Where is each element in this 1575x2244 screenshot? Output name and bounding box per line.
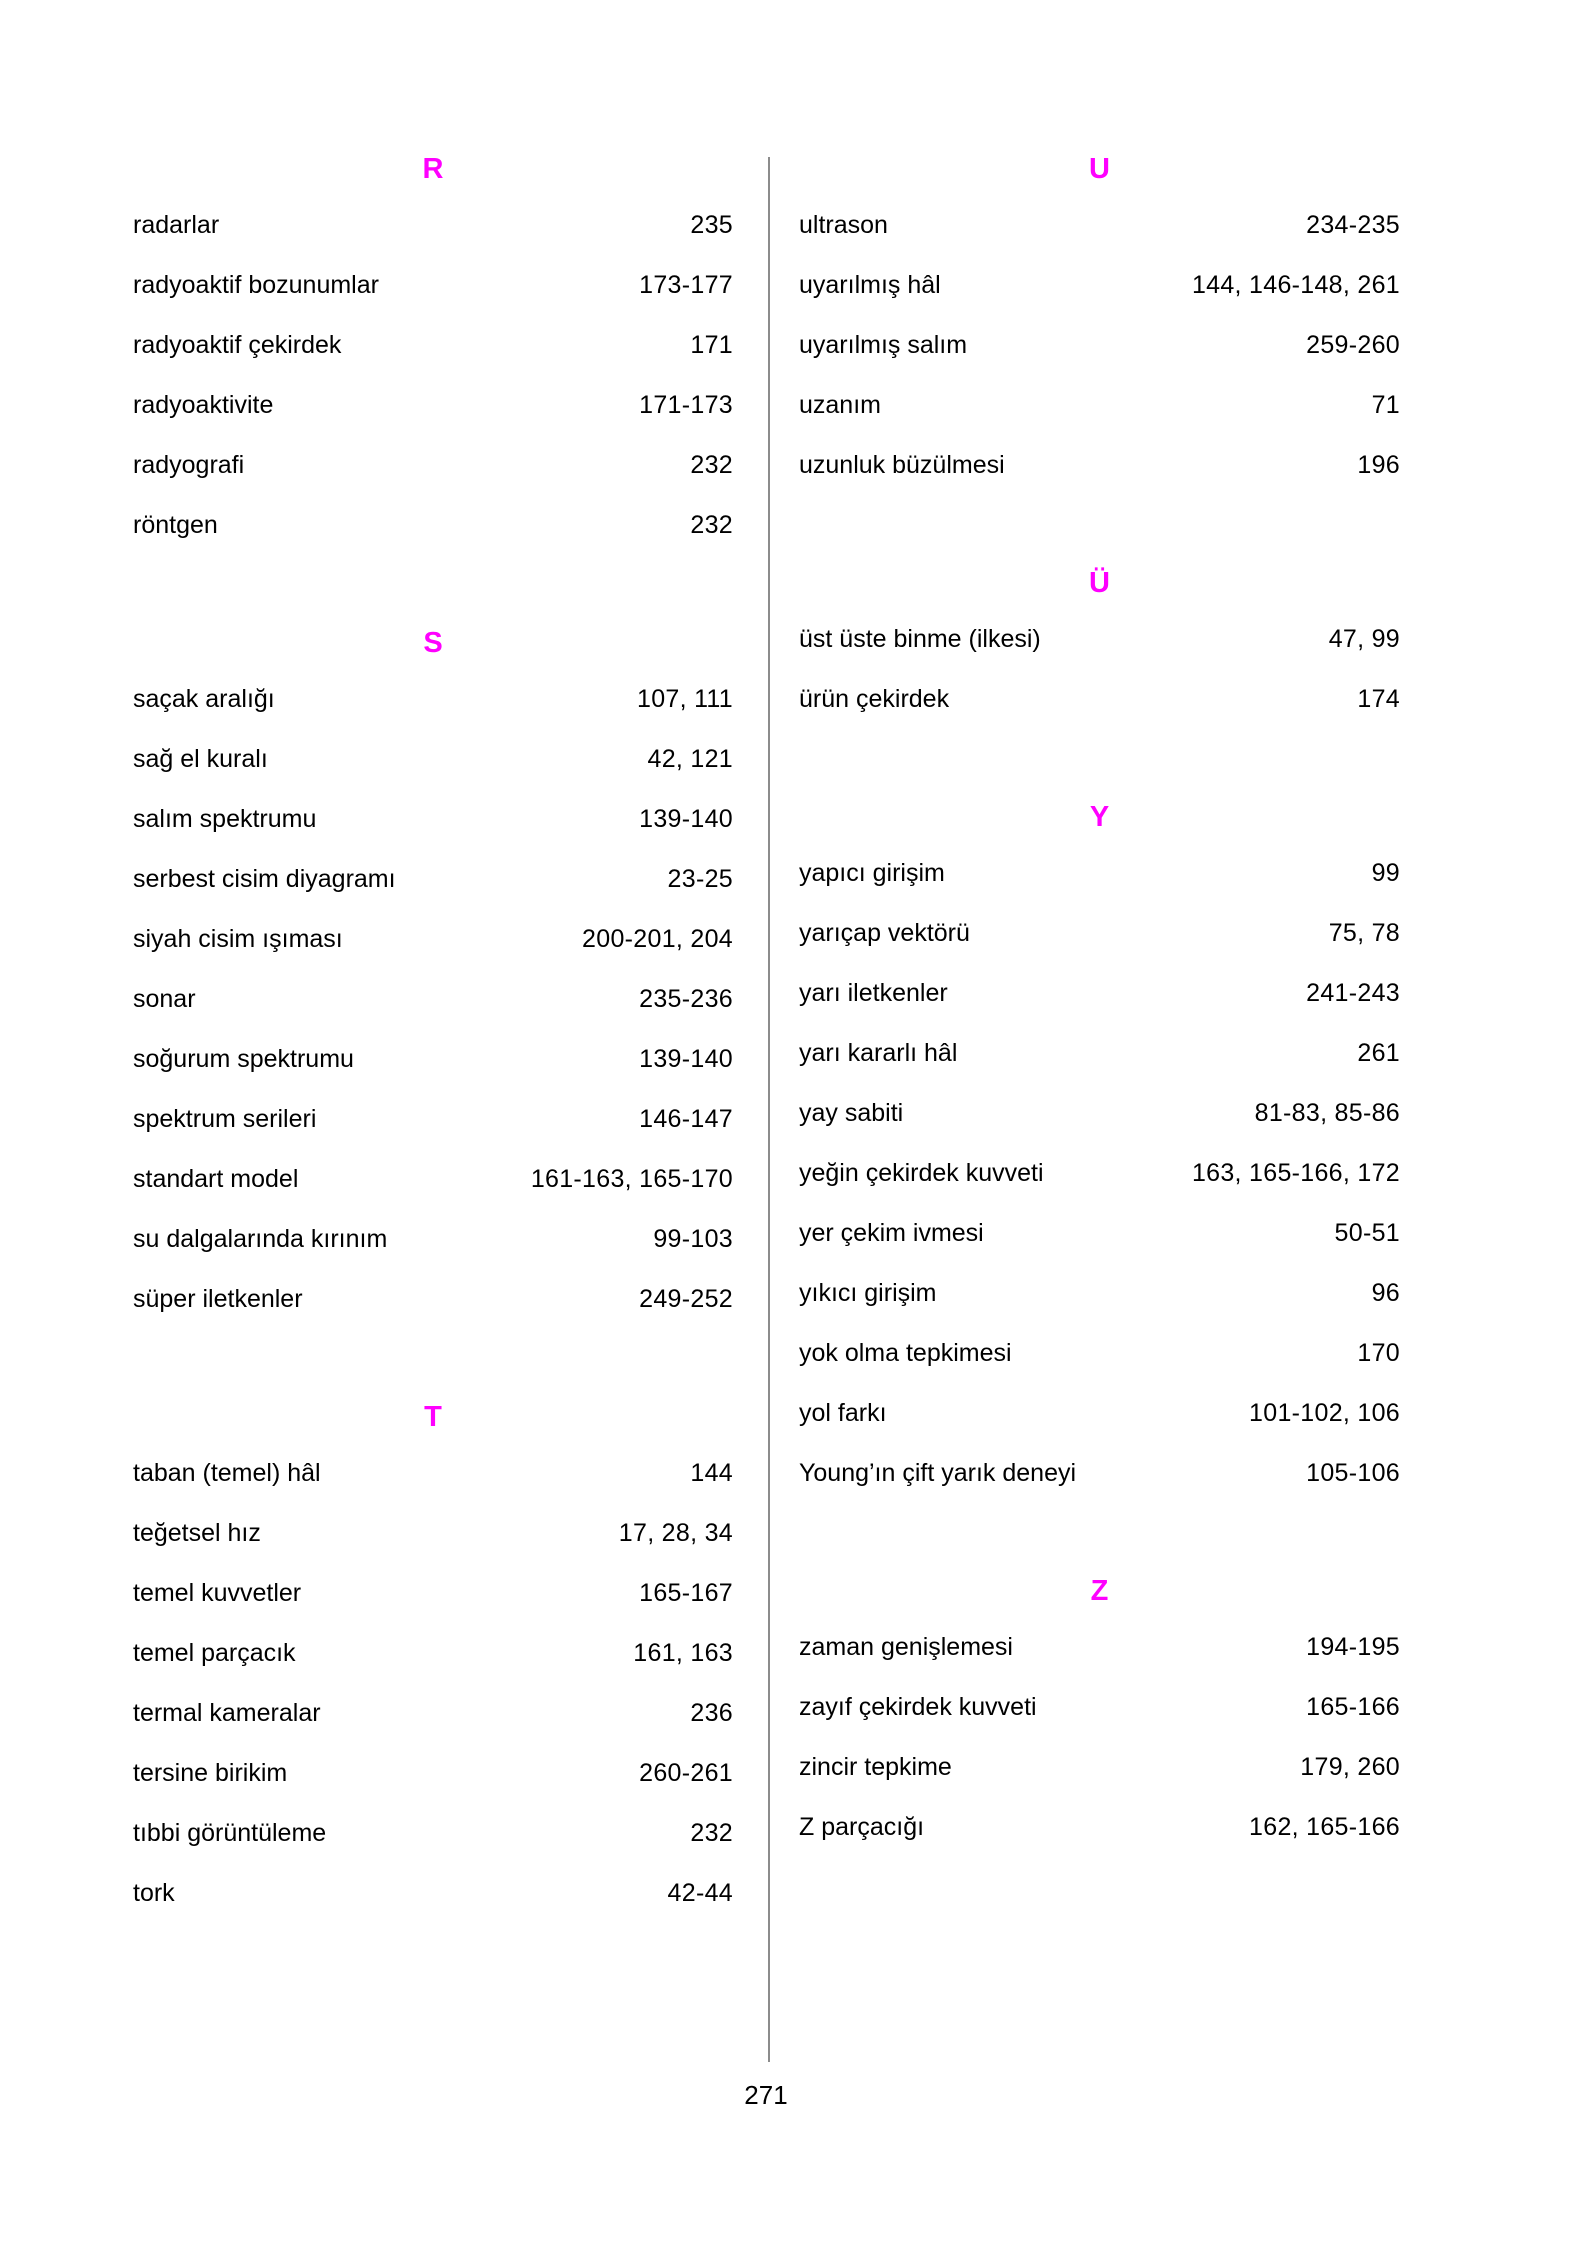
index-page-numbers: 259-260 [1306,330,1400,359]
index-term: yarı iletkenler [799,978,948,1007]
index-term: radyoaktif bozunumlar [133,270,379,299]
index-page-numbers: 241-243 [1306,978,1400,1007]
index-entry [133,1209,733,1269]
index-term: standart model [133,1164,299,1193]
index-entry [799,435,1400,495]
index-term: tıbbi görüntüleme [133,1818,327,1847]
index-page-numbers: 235 [690,210,733,239]
index-page-numbers: 235-236 [639,984,733,1013]
index-page-numbers: 162, 165-166 [1249,1812,1400,1841]
section-letter-heading: Ü [1089,567,1110,599]
index-entry [799,1083,1400,1143]
index-page-numbers: 101-102, 106 [1249,1398,1400,1427]
index-page-numbers: 99 [1371,858,1400,887]
index-column-left [133,143,733,1923]
index-page-numbers: 144, 146-148, 261 [1191,270,1400,299]
index-term: üst üste binme (ilkesi) [799,624,1041,653]
index-entry [799,1737,1400,1797]
index-entry [133,1863,733,1923]
index-page-numbers: 260-261 [639,1758,733,1787]
index-entry [799,963,1400,1023]
index-page-numbers: 139-140 [639,804,733,833]
index-section-y [799,791,1400,1503]
index-term: saçak aralığı [133,684,275,713]
page-number: 271 [744,2080,788,2110]
index-term: yarı kararlı hâl [799,1038,958,1067]
index-term: Young’ın çift yarık deneyi [799,1458,1077,1487]
index-term: uyarılmış hâl [799,270,941,299]
index-term: termal kameralar [133,1698,321,1727]
index-term: ultrason [799,210,888,239]
index-entry [133,435,733,495]
index-term: yapıcı girişim [799,858,945,887]
index-entry [133,789,733,849]
index-entry [799,1617,1400,1677]
index-section-u [799,143,1400,495]
section-letter-heading: Y [1089,801,1110,833]
index-term: sağ el kuralı [133,744,268,773]
index-term: yok olma tepkimesi [799,1338,1012,1367]
index-entry [133,195,733,255]
index-page-numbers: 81-83, 85-86 [1254,1098,1400,1127]
index-page-numbers: 179, 260 [1300,1752,1400,1781]
index-page-numbers: 17, 28, 34 [618,1518,733,1547]
index-term: yay sabiti [799,1098,904,1127]
index-entry [799,669,1400,729]
index-entry [133,849,733,909]
index-term: yol farkı [799,1398,887,1427]
index-entry [133,1623,733,1683]
index-page-numbers: 107, 111 [636,684,733,713]
index-term: serbest cisim diyagramı [133,864,396,893]
index-term: yer çekim ivmesi [799,1218,984,1247]
index-term: süper iletkenler [133,1284,303,1313]
column-divider [768,157,770,2062]
index-entry [133,495,733,555]
index-entry [133,969,733,1029]
index-page-numbers: 261 [1357,1038,1400,1067]
index-term: Z parçacığı [799,1812,925,1841]
index-entry [799,903,1400,963]
index-entry [799,1323,1400,1383]
index-page-numbers: 71 [1371,390,1400,419]
index-section-z [799,1565,1400,1857]
index-entry [133,1803,733,1863]
index-entry [799,255,1400,315]
index-page-numbers: 171 [690,330,733,359]
index-entry [133,1503,733,1563]
index-entry [133,1563,733,1623]
index-term: spektrum serileri [133,1104,317,1133]
index-page-numbers: 165-166 [1306,1692,1400,1721]
index-section-s [133,617,733,1329]
index-entry [133,669,733,729]
index-term: salım spektrumu [133,804,317,833]
index-page-numbers: 139-140 [639,1044,733,1073]
index-term: uzanım [799,390,881,419]
index-term: radyoaktivite [133,390,274,419]
index-term: ürün çekirdek [799,684,950,713]
index-page-numbers: 23-25 [667,864,733,893]
index-page-numbers: 165-167 [639,1578,733,1607]
index-term: yıkıcı girişim [799,1278,937,1307]
index-entry [133,909,733,969]
index-entry [133,315,733,375]
index-term: zincir tepkime [799,1752,952,1781]
index-term: radyografi [133,450,245,479]
index-term: yarıçap vektörü [799,918,970,947]
index-page-numbers: 173-177 [639,270,733,299]
section-letter-heading: R [422,153,444,185]
index-section-t [133,1391,733,1923]
index-page-numbers: 99-103 [653,1224,733,1253]
index-page-numbers: 194-195 [1306,1632,1400,1661]
index-term: radyoaktif çekirdek [133,330,342,359]
index-page-numbers: 236 [690,1698,733,1727]
index-entry [799,1203,1400,1263]
index-term: temel kuvvetler [133,1578,302,1607]
index-entry [133,1683,733,1743]
index-entry [799,1383,1400,1443]
index-entry [799,843,1400,903]
index-entry [799,315,1400,375]
index-page-numbers: 50-51 [1334,1218,1400,1247]
index-page-numbers: 171-173 [639,390,733,419]
index-term: taban (temel) hâl [133,1458,321,1487]
index-entry [799,1143,1400,1203]
index-page-numbers: 232 [690,510,733,539]
index-term: zaman genişlemesi [799,1632,1013,1661]
index-entry [133,1029,733,1089]
index-page-numbers: 234-235 [1306,210,1400,239]
index-page-numbers: 232 [690,1818,733,1847]
index-term: radarlar [133,210,220,239]
index-section-r [133,143,733,555]
index-page-numbers: 249-252 [639,1284,733,1313]
index-page-numbers: 42-44 [667,1878,733,1907]
index-page-numbers: 232 [690,450,733,479]
section-letter-heading: T [424,1401,442,1433]
index-column-right [799,143,1400,1857]
index-term: uzunluk büzülmesi [799,450,1005,479]
index-page-numbers: 146-147 [639,1104,733,1133]
index-page-numbers: 161-163, 165-170 [530,1164,733,1193]
index-term: soğurum spektrumu [133,1044,354,1073]
index-entry [133,1149,733,1209]
index-page-numbers: 170 [1357,1338,1400,1367]
index-entry [799,1443,1400,1503]
index-page-numbers: 163, 165-166, 172 [1191,1158,1400,1187]
index-entry [799,1023,1400,1083]
index-entry [133,1443,733,1503]
index-page-numbers: 96 [1371,1278,1400,1307]
index-term: röntgen [133,510,218,539]
index-term: yeğin çekirdek kuvveti [799,1158,1044,1187]
index-entry [133,1089,733,1149]
index-term: uyarılmış salım [799,330,968,359]
index-entry [799,195,1400,255]
index-section-u-umlaut [799,557,1400,729]
index-page-numbers: 47, 99 [1328,624,1400,653]
index-page-numbers: 42, 121 [647,744,733,773]
index-page-numbers: 105-106 [1306,1458,1400,1487]
index-term: tork [133,1878,175,1907]
section-letter-heading: Z [1090,1575,1109,1607]
index-entry [799,1677,1400,1737]
index-entry [133,375,733,435]
index-page-numbers: 75, 78 [1328,918,1400,947]
index-entry [133,729,733,789]
index-page-numbers: 200-201, 204 [582,924,733,953]
index-entry [133,1269,733,1329]
index-entry [799,609,1400,669]
index-entry [133,255,733,315]
index-term: su dalgalarında kırınım [133,1224,388,1253]
index-term: sonar [133,984,196,1013]
index-page-numbers: 174 [1357,684,1400,713]
index-term: temel parçacık [133,1638,296,1667]
index-term: siyah cisim ışıması [133,924,343,953]
index-page-numbers: 196 [1357,450,1400,479]
index-page-numbers: 161, 163 [633,1638,733,1667]
index-entry [133,1743,733,1803]
index-entry [799,1263,1400,1323]
index-term: teğetsel hız [133,1518,261,1547]
index-term: tersine birikim [133,1758,288,1787]
index-entry [799,1797,1400,1857]
index-entry [799,375,1400,435]
section-letter-heading: U [1089,153,1110,185]
index-term: zayıf çekirdek kuvveti [799,1692,1037,1721]
section-letter-heading: S [423,627,443,659]
index-page-numbers: 144 [690,1458,733,1487]
